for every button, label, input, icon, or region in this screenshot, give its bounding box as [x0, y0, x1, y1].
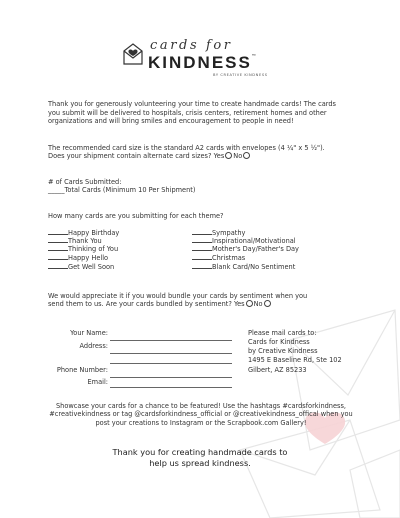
address-label: Address:: [79, 342, 108, 350]
bundle-question: [48, 300, 272, 309]
showcase-line-2: #creativekindness or tag @cardsforkindness_official or @creativekindness_offical when you: [49, 410, 353, 418]
total-cards-blank[interactable]: _____: [48, 186, 65, 194]
name-label: Your Name:: [70, 329, 108, 337]
theme-label: Christmas: [212, 254, 246, 262]
name-input[interactable]: [110, 340, 232, 341]
theme-blank[interactable]: [192, 236, 212, 243]
theme-label: Thank You: [68, 237, 102, 245]
theme-blank[interactable]: [48, 236, 68, 243]
size-no-radio[interactable]: [243, 152, 250, 159]
alternate-size-label: Does your shipment contain alternate card sizes?: [48, 152, 212, 160]
logo-title: [148, 53, 258, 73]
cards-submitted-heading: # of Cards Submitted:: [48, 178, 122, 186]
theme-blank[interactable]: [48, 228, 68, 235]
theme-blank[interactable]: [192, 244, 212, 251]
theme-label: Sympathy: [212, 229, 246, 237]
theme-label: Mother's Day/Father's Day: [212, 245, 299, 253]
logo-script-text: cards for: [150, 38, 233, 53]
email-input[interactable]: [110, 387, 232, 388]
mail-to-line: 1495 E Baseline Rd, Ste 102: [248, 356, 342, 364]
theme-blank[interactable]: [48, 262, 68, 269]
envelope-heart-icon: [122, 42, 144, 66]
theme-label: Get Well Soon: [68, 263, 115, 271]
theme-blank[interactable]: [48, 244, 68, 251]
size-yes-radio[interactable]: [225, 152, 232, 159]
closing-line-1: Thank you for creating handmade cards to: [112, 447, 288, 457]
theme-label: Happy Birthday: [68, 229, 120, 237]
address-input-1[interactable]: [110, 353, 232, 354]
logo-bold-text: KINDNESS: [148, 53, 252, 72]
theme-blank[interactable]: [192, 228, 212, 235]
showcase-line-1: Showcase your cards for a chance to be featured! Use the hashtags #cardsforkindness,: [55, 402, 347, 410]
theme-label: Blank Card/No Sentiment: [212, 263, 296, 271]
bundle-yes-radio[interactable]: [246, 300, 253, 307]
total-cards-row[interactable]: [48, 186, 195, 195]
closing-line-2: help us spread kindness.: [149, 458, 251, 468]
card-size-text: The recommended card size is the standard A2 cards with envelopes (4 ¼" x 5 ½").: [48, 144, 325, 152]
bundle-question-label: send them to us. Are your cards bundled by sentiment?: [48, 300, 232, 308]
theme-label: Happy Hello: [68, 254, 109, 262]
logo-byline: BY CREATIVE KINDNESS: [213, 73, 268, 77]
phone-label: Phone Number:: [56, 366, 108, 374]
theme-label: Inspirational/Motivational: [212, 237, 296, 245]
logo-trademark: ™: [251, 53, 258, 58]
bundle-yes-label: Yes: [233, 300, 245, 308]
theme-blank[interactable]: [192, 262, 212, 269]
theme-blank[interactable]: [48, 253, 68, 260]
mail-to-line: Cards for Kindness: [248, 338, 310, 346]
bundle-no-radio[interactable]: [264, 300, 271, 307]
mail-to-heading: Please mail cards to:: [248, 329, 317, 337]
address-input-2[interactable]: [110, 363, 232, 364]
phone-input[interactable]: [110, 377, 232, 378]
mail-to-line: Gilbert, AZ 85233: [248, 366, 307, 374]
theme-row-left-4[interactable]: [48, 262, 114, 272]
theme-blank[interactable]: [192, 253, 212, 260]
intro-paragraph: Thank you for generously volunteering your time to create handmade cards! The cards you submit will be delivered to hospitals, crisis centers, retirement homes and other organizations and will bring smiles and encouragement to people in need!: [48, 100, 336, 126]
size-no-label: No: [233, 152, 243, 160]
mail-to-line: by Creative Kindness: [248, 347, 318, 355]
bundle-text: We would appreciate it if you would bundle your cards by sentiment when you: [48, 292, 308, 300]
themes-question: How many cards are you submitting for each theme?: [48, 212, 224, 220]
email-label: Email:: [87, 378, 108, 386]
bundle-no-label: No: [253, 300, 263, 308]
total-cards-label: Total Cards (Minimum 10 Per Shipment): [64, 186, 196, 194]
theme-row-right-4[interactable]: [192, 262, 295, 272]
alternate-size-question: [48, 152, 251, 161]
theme-label: Thinking of You: [68, 245, 119, 253]
showcase-line-3: post your creations to Instagram or the Scrapbook.com Gallery!: [95, 419, 307, 427]
size-yes-label: Yes: [213, 152, 225, 160]
